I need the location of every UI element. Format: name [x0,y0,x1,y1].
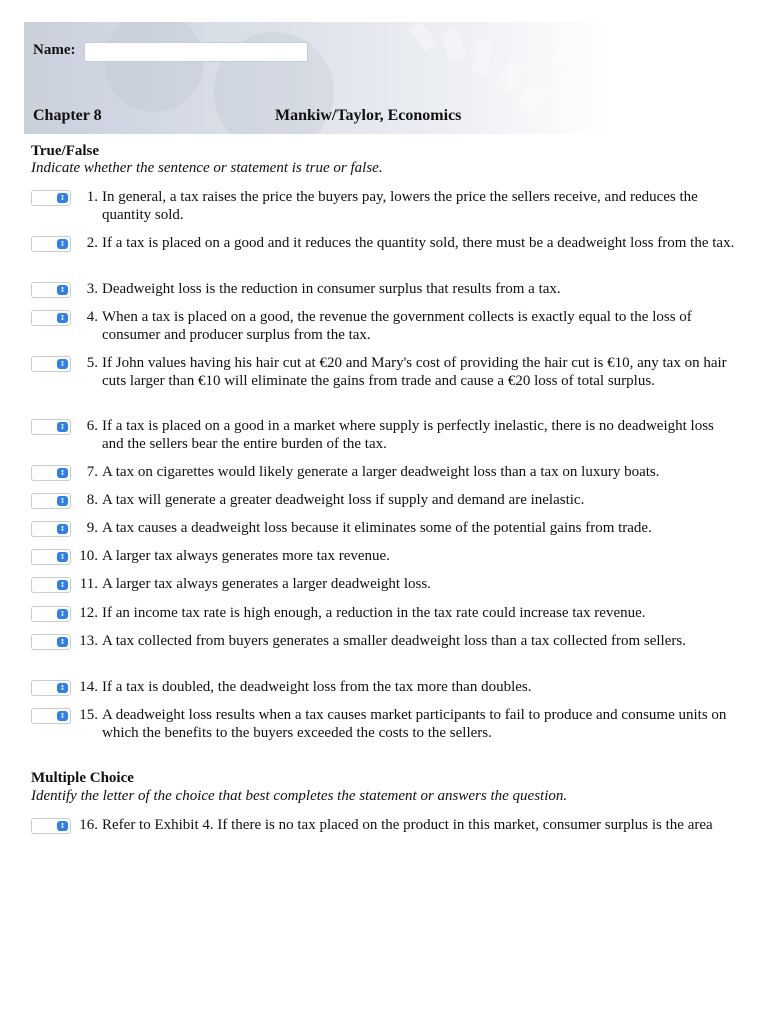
up-down-chevron-icon: ↕ [57,637,68,647]
question-text: A larger tax always generates a larger deadweight loss. [102,576,431,592]
question-text: A tax on cigarettes would likely generate a larger deadweight loss than a tax on luxury boats. [102,464,660,480]
up-down-chevron-icon: ↕ [57,609,68,619]
answer-select[interactable] [31,549,71,565]
question-number: 12. [79,605,98,621]
up-down-chevron-icon: ↕ [57,313,68,323]
question-number: 13. [79,633,98,649]
question-number: 14. [79,679,98,695]
question-text: Refer to Exhibit 4. If there is no tax placed on the product in this market, consumer surplus is the area [102,817,713,833]
question-number: 8. [86,492,98,508]
question-text: A tax collected from buyers generates a smaller deadweight loss than a tax collected from sellers. [102,633,686,649]
question-number: 1. [86,189,98,205]
question-text: A deadweight loss results when a tax causes market participants to fail to produce and consume units on which the benefits to the buyers exceeded the costs to the sellers. [102,707,727,741]
up-down-chevron-icon: ↕ [57,193,68,203]
multiple-choice-title: Multiple Choice [31,770,134,786]
book-heading: Mankiw/Taylor, Economics [275,107,462,124]
up-down-chevron-icon: ↕ [57,359,68,369]
up-down-chevron-icon: ↕ [57,496,68,506]
question-number: 4. [86,309,98,325]
multiple-choice-instruction: Identify the letter of the choice that best completes the statement or answers the question. [31,788,568,804]
up-down-chevron-icon: ↕ [57,552,68,562]
answer-select[interactable] [31,634,71,650]
answer-select[interactable] [31,708,71,724]
up-down-chevron-icon: ↕ [57,711,68,721]
answer-select[interactable] [31,282,71,298]
question-text: In general, a tax raises the price the buyers pay, lowers the price the sellers receive, and reduces the quantity sold. [102,189,698,223]
up-down-chevron-icon: ↕ [57,422,68,432]
up-down-chevron-icon: ↕ [57,580,68,590]
question-number: 10. [79,548,98,564]
question-text: Deadweight loss is the reduction in consumer surplus that results from a tax. [102,281,561,297]
answer-select[interactable] [31,818,71,834]
answer-select[interactable] [31,236,71,252]
question-text: If an income tax rate is high enough, a reduction in the tax rate could increase tax revenue. [102,605,646,621]
question-number: 5. [86,355,98,371]
up-down-chevron-icon: ↕ [57,239,68,249]
name-label: Name: [33,42,76,58]
question-text: A larger tax always generates more tax revenue. [102,548,390,564]
answer-select[interactable] [31,356,71,372]
answer-select[interactable] [31,310,71,326]
question-text: If a tax is placed on a good and it reduces the quantity sold, there must be a deadweight loss from the tax. [102,235,735,251]
up-down-chevron-icon: ↕ [57,468,68,478]
question-text: If a tax is placed on a good in a market where supply is perfectly inelastic, there is no deadweight loss and the sellers bear the entire burden of the tax. [102,418,714,452]
true-false-title: True/False [31,143,100,159]
question-text: If John values having his hair cut at €20 and Mary's cost of providing the hair cut is €10, any tax on hair cuts larger than €10 will eliminate the gains from trade and cause a €20 loss of total surplus. [102,355,727,389]
up-down-chevron-icon: ↕ [57,821,68,831]
up-down-chevron-icon: ↕ [57,285,68,295]
up-down-chevron-icon: ↕ [57,683,68,693]
question-text: When a tax is placed on a good, the revenue the government collects is exactly equal to the loss of consumer and producer surplus from the tax. [102,309,692,343]
answer-select[interactable] [31,190,71,206]
question-number: 6. [86,418,98,434]
answer-select[interactable] [31,465,71,481]
answer-select[interactable] [31,419,71,435]
up-down-chevron-icon: ↕ [57,524,68,534]
question-number: 3. [86,281,98,297]
answer-select[interactable] [31,493,71,509]
answer-select[interactable] [31,680,71,696]
question-text: If a tax is doubled, the deadweight loss from the tax more than doubles. [102,679,532,695]
answer-select[interactable] [31,606,71,622]
question-number: 2. [86,235,98,251]
true-false-instruction: Indicate whether the sentence or statement is true or false. [31,160,383,176]
question-text: A tax will generate a greater deadweight loss if supply and demand are inelastic. [102,492,585,508]
name-input[interactable] [84,42,308,62]
question-number: 15. [79,707,98,723]
question-number: 7. [86,464,98,480]
chapter-heading: Chapter 8 [33,107,102,124]
question-number: 16. [79,817,98,833]
question-number: 9. [86,520,98,536]
answer-select[interactable] [31,577,71,593]
answer-select[interactable] [31,521,71,537]
question-text: A tax causes a deadweight loss because it eliminates some of the potential gains from trade. [102,520,652,536]
question-number: 11. [79,576,98,592]
